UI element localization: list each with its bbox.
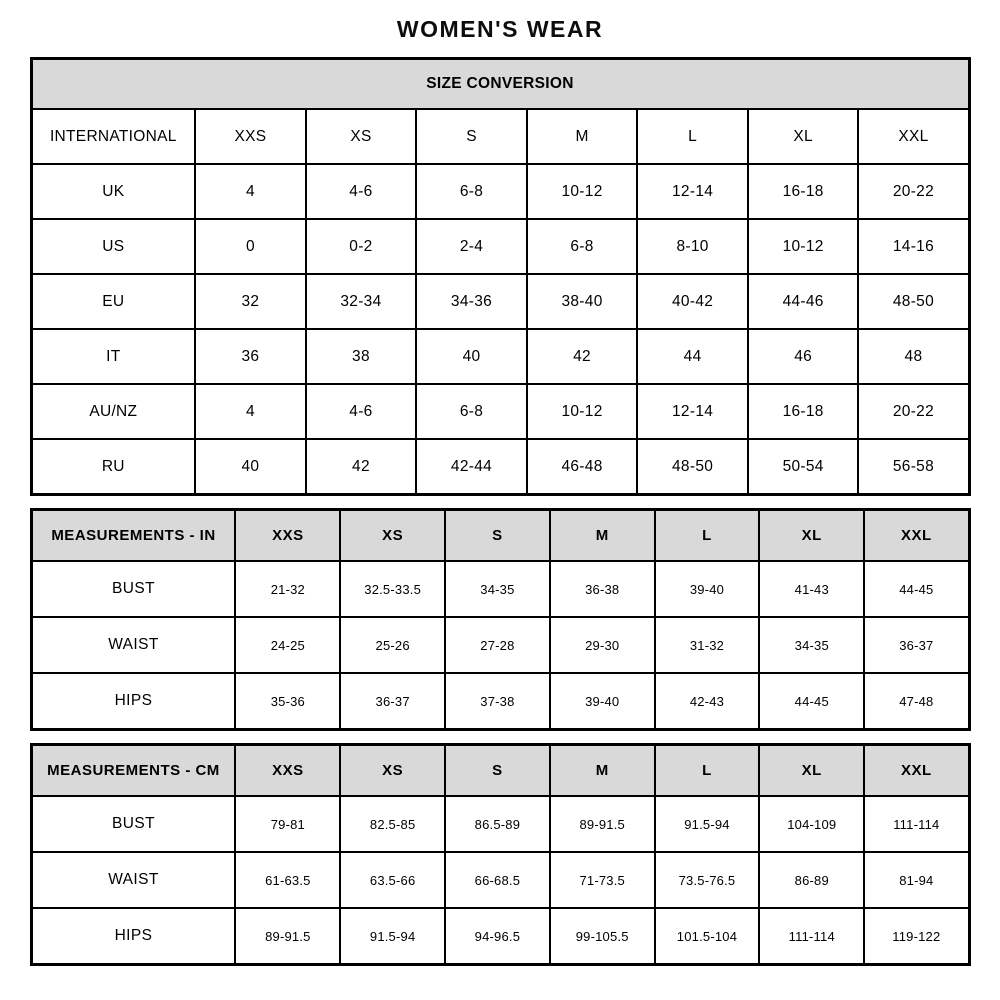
size-conversion-columns-row: [31, 109, 969, 164]
value-cell: 50-54: [748, 439, 859, 495]
page-title: WOMEN'S WEAR: [396, 16, 604, 42]
value-cell: 91.5-94: [655, 796, 760, 852]
value-cell: 101.5-104: [655, 908, 760, 965]
table-row: [31, 384, 969, 439]
value-cell: 37-38: [445, 673, 550, 730]
size-column-header: XXS: [235, 745, 340, 797]
value-cell: 34-35: [759, 617, 864, 673]
value-cell: 32: [195, 274, 306, 329]
size-column-header: M: [550, 510, 655, 562]
value-cell: 40-42: [637, 274, 748, 329]
table-row: [31, 164, 969, 219]
value-cell: 36-38: [550, 561, 655, 617]
value-cell: 8-10: [637, 219, 748, 274]
value-cell: 40: [195, 439, 306, 495]
value-cell: 4-6: [306, 164, 417, 219]
value-cell: 40: [416, 329, 527, 384]
value-cell: 44: [637, 329, 748, 384]
size-column-header: XL: [748, 109, 859, 164]
value-cell: 47-48: [864, 673, 969, 730]
value-cell: 46-48: [527, 439, 638, 495]
value-cell: 38: [306, 329, 417, 384]
value-cell: 41-43: [759, 561, 864, 617]
value-cell: 81-94: [864, 852, 969, 908]
value-cell: 6-8: [416, 164, 527, 219]
row-label: UK: [31, 164, 195, 219]
value-cell: 24-25: [235, 617, 340, 673]
row-label: IT: [31, 329, 195, 384]
size-column-header: S: [445, 745, 550, 797]
size-column-header: S: [445, 510, 550, 562]
size-column-header: XS: [340, 745, 445, 797]
value-cell: 44-46: [748, 274, 859, 329]
value-cell: 36: [195, 329, 306, 384]
value-cell: 42: [306, 439, 417, 495]
table-row: [31, 852, 969, 908]
row-label: HIPS: [31, 673, 235, 730]
value-cell: 29-30: [550, 617, 655, 673]
value-cell: 6-8: [416, 384, 527, 439]
table-row: [31, 329, 969, 384]
value-cell: 34-36: [416, 274, 527, 329]
value-cell: 32.5-33.5: [340, 561, 445, 617]
measurements-in-table: [30, 508, 971, 731]
value-cell: 4-6: [306, 384, 417, 439]
size-column-header: M: [527, 109, 638, 164]
value-cell: 12-14: [637, 164, 748, 219]
value-cell: 44-45: [864, 561, 969, 617]
size-column-header: XXL: [864, 745, 969, 797]
value-cell: 39-40: [655, 561, 760, 617]
size-column-header: L: [637, 109, 748, 164]
size-column-header: S: [416, 109, 527, 164]
value-cell: 44-45: [759, 673, 864, 730]
value-cell: 25-26: [340, 617, 445, 673]
size-column-header: XXS: [195, 109, 306, 164]
value-cell: 35-36: [235, 673, 340, 730]
value-cell: 111-114: [864, 796, 969, 852]
value-cell: 91.5-94: [340, 908, 445, 965]
value-cell: 10-12: [527, 164, 638, 219]
value-cell: 61-63.5: [235, 852, 340, 908]
value-cell: 119-122: [864, 908, 969, 965]
value-cell: 0-2: [306, 219, 417, 274]
row-label: WAIST: [31, 617, 235, 673]
value-cell: 73.5-76.5: [655, 852, 760, 908]
row-label: WAIST: [31, 852, 235, 908]
row-label: US: [31, 219, 195, 274]
size-conversion-header: SIZE CONVERSION: [31, 59, 969, 110]
value-cell: 42-44: [416, 439, 527, 495]
table-row: [31, 439, 969, 495]
value-cell: 56-58: [858, 439, 969, 495]
row-label: HIPS: [31, 908, 235, 965]
value-cell: 10-12: [748, 219, 859, 274]
value-cell: 16-18: [748, 384, 859, 439]
value-cell: 111-114: [759, 908, 864, 965]
measurements-cm-title: MEASUREMENTS - CM: [31, 745, 235, 797]
value-cell: 82.5-85: [340, 796, 445, 852]
size-column-header: XXL: [864, 510, 969, 562]
value-cell: 71-73.5: [550, 852, 655, 908]
value-cell: 14-16: [858, 219, 969, 274]
value-cell: 36-37: [340, 673, 445, 730]
size-column-header: XXS: [235, 510, 340, 562]
size-column-header: XS: [340, 510, 445, 562]
value-cell: 4: [195, 164, 306, 219]
value-cell: 21-32: [235, 561, 340, 617]
row-label: AU/NZ: [31, 384, 195, 439]
value-cell: 63.5-66: [340, 852, 445, 908]
size-column-header: L: [655, 745, 760, 797]
measurements-in-header-row: [31, 510, 969, 562]
value-cell: 104-109: [759, 796, 864, 852]
value-cell: 4: [195, 384, 306, 439]
table-row: [31, 274, 969, 329]
value-cell: 42: [527, 329, 638, 384]
value-cell: 94-96.5: [445, 908, 550, 965]
value-cell: 16-18: [748, 164, 859, 219]
measurements-in-title: MEASUREMENTS - IN: [31, 510, 235, 562]
value-cell: 27-28: [445, 617, 550, 673]
measurements-cm-header-row: [31, 745, 969, 797]
value-cell: 86-89: [759, 852, 864, 908]
measurements-cm-table: [30, 743, 971, 966]
value-cell: 10-12: [527, 384, 638, 439]
size-column-header: L: [655, 510, 760, 562]
size-column-header: XXL: [858, 109, 969, 164]
size-column-header: INTERNATIONAL: [31, 109, 195, 164]
value-cell: 38-40: [527, 274, 638, 329]
value-cell: 99-105.5: [550, 908, 655, 965]
value-cell: 66-68.5: [445, 852, 550, 908]
value-cell: 89-91.5: [235, 908, 340, 965]
size-column-header: XS: [306, 109, 417, 164]
value-cell: 6-8: [527, 219, 638, 274]
value-cell: 20-22: [858, 164, 969, 219]
value-cell: 20-22: [858, 384, 969, 439]
value-cell: 34-35: [445, 561, 550, 617]
value-cell: 0: [195, 219, 306, 274]
size-column-header: XL: [759, 510, 864, 562]
table-row: [31, 561, 969, 617]
value-cell: 86.5-89: [445, 796, 550, 852]
value-cell: 2-4: [416, 219, 527, 274]
table-row: [31, 219, 969, 274]
value-cell: 12-14: [637, 384, 748, 439]
value-cell: 89-91.5: [550, 796, 655, 852]
row-label: BUST: [31, 561, 235, 617]
value-cell: 42-43: [655, 673, 760, 730]
value-cell: 79-81: [235, 796, 340, 852]
value-cell: 48-50: [637, 439, 748, 495]
row-label: RU: [31, 439, 195, 495]
size-column-header: M: [550, 745, 655, 797]
size-column-header: XL: [759, 745, 864, 797]
size-conversion-caption-row: [31, 59, 969, 110]
value-cell: 32-34: [306, 274, 417, 329]
table-row: [31, 673, 969, 730]
value-cell: 48-50: [858, 274, 969, 329]
value-cell: 36-37: [864, 617, 969, 673]
row-label: EU: [31, 274, 195, 329]
size-conversion-table: [30, 57, 971, 496]
value-cell: 48: [858, 329, 969, 384]
row-label: BUST: [31, 796, 235, 852]
table-row: [31, 617, 969, 673]
value-cell: 46: [748, 329, 859, 384]
value-cell: 39-40: [550, 673, 655, 730]
table-row: [31, 796, 969, 852]
table-row: [31, 908, 969, 965]
value-cell: 31-32: [655, 617, 760, 673]
